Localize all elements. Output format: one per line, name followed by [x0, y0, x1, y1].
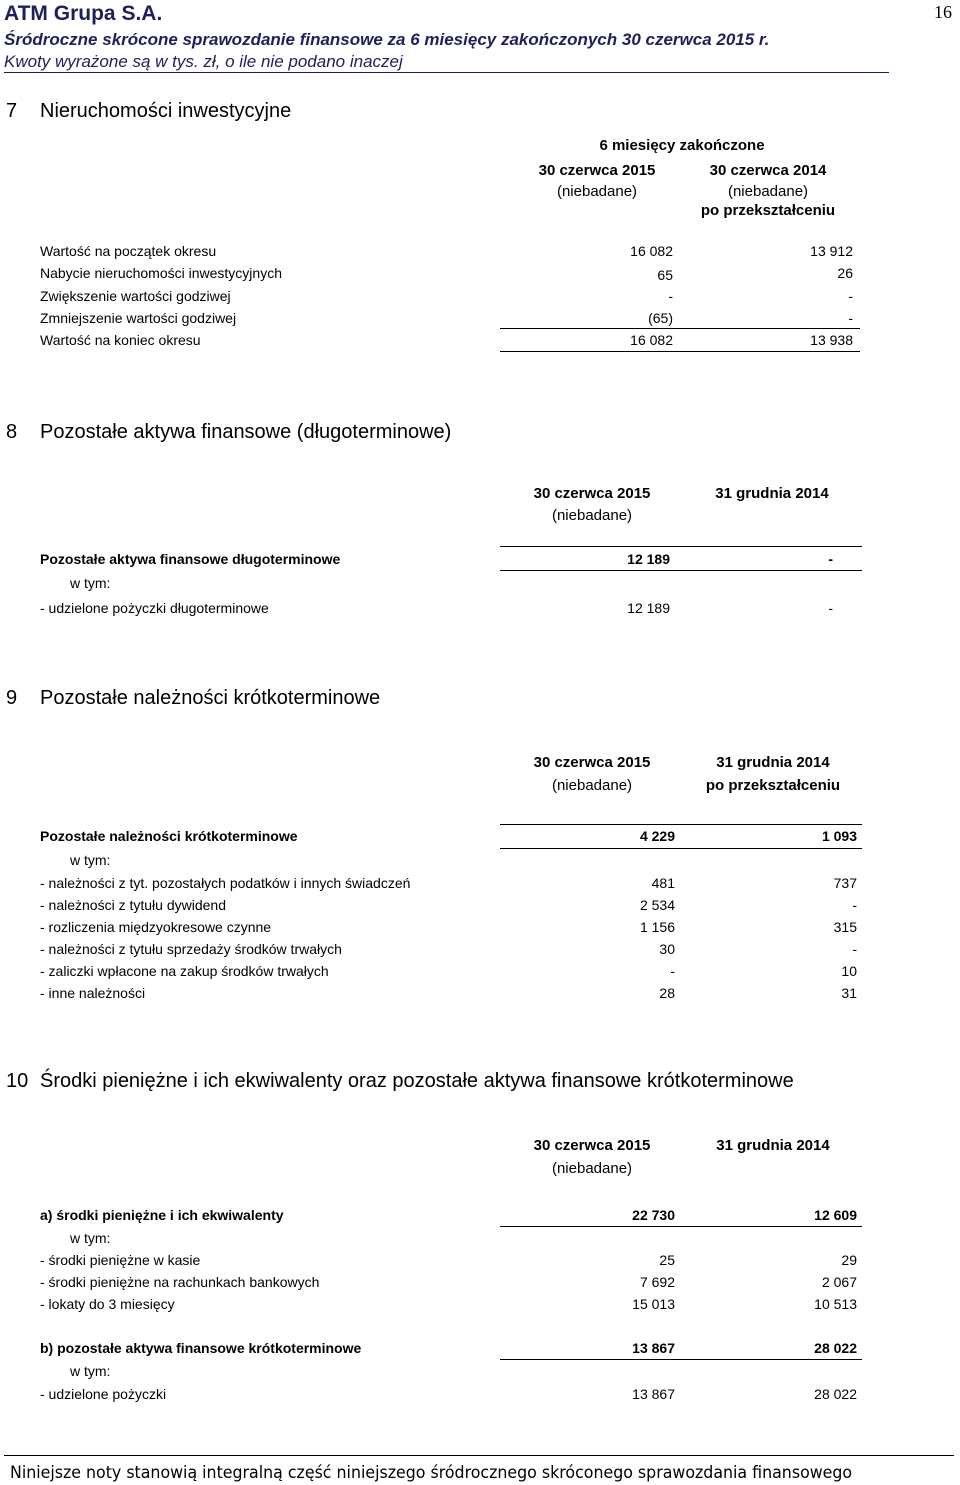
- table-cell: 29: [841, 1252, 857, 1268]
- table-cell: 31: [841, 985, 857, 1001]
- table-cell: 1 156: [639, 919, 675, 935]
- table-cell: 481: [651, 875, 675, 891]
- table-cell: 4 229: [639, 828, 675, 844]
- report-subtitle: Śródroczne skrócone sprawozdanie finansowe za 6 miesięcy zakończonych 30 czerwca 2015 r.: [4, 30, 770, 49]
- header-rule: [4, 72, 889, 73]
- section-number: 9: [6, 687, 18, 709]
- table-cell: 737: [833, 875, 857, 891]
- wtym-label: w tym:: [70, 852, 111, 868]
- section-title: Środki pieniężne i ich ekwiwalenty oraz pozostałe aktywa finansowe krótkoterminowe: [40, 1070, 794, 1092]
- wtym-label: w tym:: [70, 1230, 111, 1246]
- wtym-label: w tym:: [70, 1363, 111, 1379]
- col1-note: (niebadane): [551, 1160, 633, 1177]
- col1-date: 30 czerwca 2015: [538, 162, 656, 179]
- table-cell: 28 022: [814, 1340, 857, 1356]
- table-row-label: Pozostałe aktywa finansowe długoterminowe: [40, 551, 341, 567]
- section-7-heading: [6, 100, 291, 123]
- table-cell: 16 082: [630, 243, 673, 259]
- col2-date: 31 grudnia 2014: [716, 1137, 830, 1154]
- table-cell: -: [852, 897, 857, 913]
- total-rule: [500, 824, 862, 825]
- table-cell: 13 867: [632, 1340, 675, 1356]
- table-row-label: - udzielone pożyczki długoterminowe: [40, 600, 269, 616]
- table-row-label: - należności z tytułu sprzedaży środków trwałych: [40, 941, 342, 957]
- footer-note: Niniejsze noty stanowią integralną część niniejszego śródrocznego skróconego sprawozdania finansowego: [10, 1463, 853, 1483]
- table-cell: 16 082: [630, 332, 673, 348]
- table-cell: 15 013: [632, 1296, 675, 1312]
- col2-date: 31 grudnia 2014: [716, 754, 830, 771]
- table-row-label: a) środki pieniężne i ich ekwiwalenty: [40, 1207, 284, 1223]
- table-cell: 25: [659, 1252, 675, 1268]
- col2-date: 31 grudnia 2014: [715, 485, 829, 502]
- table-row-label: - udzielone pożyczki: [40, 1386, 167, 1402]
- table-cell: 30: [659, 941, 675, 957]
- table-cell: 1 093: [821, 828, 857, 844]
- table-cell: 2 067: [821, 1274, 857, 1290]
- table-row-label: Nabycie nieruchomości inwestycyjnych: [40, 265, 282, 281]
- table-row-label: - zaliczki wpłacone na zakup środków trwałych: [40, 963, 329, 979]
- col1-note: (niebadane): [551, 507, 633, 524]
- table-cell: 315: [833, 919, 857, 935]
- section-10-heading: [6, 1070, 794, 1093]
- section-number: 10: [6, 1070, 29, 1092]
- table-cell: 65: [657, 267, 673, 283]
- col1-date: 30 czerwca 2015: [533, 754, 651, 771]
- col1-date: 30 czerwca 2015: [533, 485, 651, 502]
- table-cell: -: [848, 288, 853, 304]
- table-cell: 13 912: [810, 243, 853, 259]
- page-number: 16: [934, 2, 952, 22]
- company-name: ATM Grupa S.A.: [4, 2, 163, 25]
- table-cell: -: [828, 551, 833, 567]
- table-cell: -: [670, 963, 675, 979]
- total-rule: [500, 546, 862, 547]
- table-cell: 7 692: [639, 1274, 675, 1290]
- table-row-label: Zmniejszenie wartości godziwej: [40, 310, 237, 326]
- table-cell: 28: [659, 985, 675, 1001]
- table-row-label: Zwiększenie wartości godziwej: [40, 288, 231, 304]
- col1-note: (niebadane): [556, 183, 638, 200]
- col2-note: po przekształceniu: [705, 777, 841, 794]
- table-cell: 12 189: [627, 551, 670, 567]
- table-cell: 13 938: [810, 332, 853, 348]
- table-cell: -: [828, 600, 833, 616]
- table-cell: -: [668, 288, 673, 304]
- table-cell: 26: [837, 265, 853, 281]
- section-number: 8: [6, 421, 18, 443]
- footer-rule: [4, 1455, 954, 1456]
- total-rule-bottom: [500, 1359, 862, 1360]
- section-8-heading: [6, 421, 451, 444]
- table-row-label: - środki pieniężne na rachunkach bankowych: [40, 1274, 320, 1290]
- table-row-label: b) pozostałe aktywa finansowe krótkoterminowe: [40, 1340, 362, 1356]
- table-row-label: - środki pieniężne w kasie: [40, 1252, 201, 1268]
- col2-note-2: po przekształceniu: [700, 202, 836, 219]
- table-cell: -: [852, 941, 857, 957]
- table-cell: 12 189: [627, 600, 670, 616]
- table-cell: 12 609: [814, 1207, 857, 1223]
- total-rule: [500, 328, 860, 329]
- total-rule-bottom: [500, 570, 862, 571]
- section-title: Nieruchomości inwestycyjne: [40, 100, 292, 122]
- table-cell: 22 730: [632, 1207, 675, 1223]
- total-rule-bottom: [500, 351, 860, 352]
- table-row-label: Wartość na początek okresu: [40, 243, 217, 259]
- table-cell: -: [848, 310, 853, 326]
- col2-date: 30 czerwca 2014: [709, 162, 827, 179]
- table-row-label: - rozliczenia międzyokresowe czynne: [40, 919, 272, 935]
- section-9-heading: [6, 687, 380, 710]
- table-row-label: - należności z tytułu dywidend: [40, 897, 226, 913]
- section-number: 7: [6, 100, 18, 122]
- col1-date: 30 czerwca 2015: [533, 1137, 651, 1154]
- col2-note: (niebadane): [727, 183, 809, 200]
- table-row-label: Wartość na koniec okresu: [40, 332, 201, 348]
- section-title: Pozostałe aktywa finansowe (długoterminowe): [40, 421, 452, 443]
- table-cell: 10 513: [814, 1296, 857, 1312]
- wtym-label: w tym:: [70, 575, 111, 591]
- table-row-label: - należności z tyt. pozostałych podatków i innych świadczeń: [40, 875, 411, 891]
- period-header: 6 miesięcy zakończone: [599, 137, 765, 154]
- table-cell: 2 534: [639, 897, 675, 913]
- section-title: Pozostałe należności krótkoterminowe: [40, 687, 381, 709]
- units-note: Kwoty wyrażone są w tys. zł, o ile nie podano inaczej: [4, 52, 403, 71]
- table-row-label: - lokaty do 3 miesięcy: [40, 1296, 175, 1312]
- table-cell: (65): [648, 310, 673, 326]
- total-rule-bottom: [500, 848, 862, 849]
- table-cell: 10: [841, 963, 857, 979]
- table-cell: 28 022: [814, 1386, 857, 1402]
- total-rule-bottom: [500, 1226, 862, 1227]
- table-cell: 13 867: [632, 1386, 675, 1402]
- col1-note: (niebadane): [551, 777, 633, 794]
- table-row-label: - inne należności: [40, 985, 146, 1001]
- table-row-label: Pozostałe należności krótkoterminowe: [40, 828, 298, 844]
